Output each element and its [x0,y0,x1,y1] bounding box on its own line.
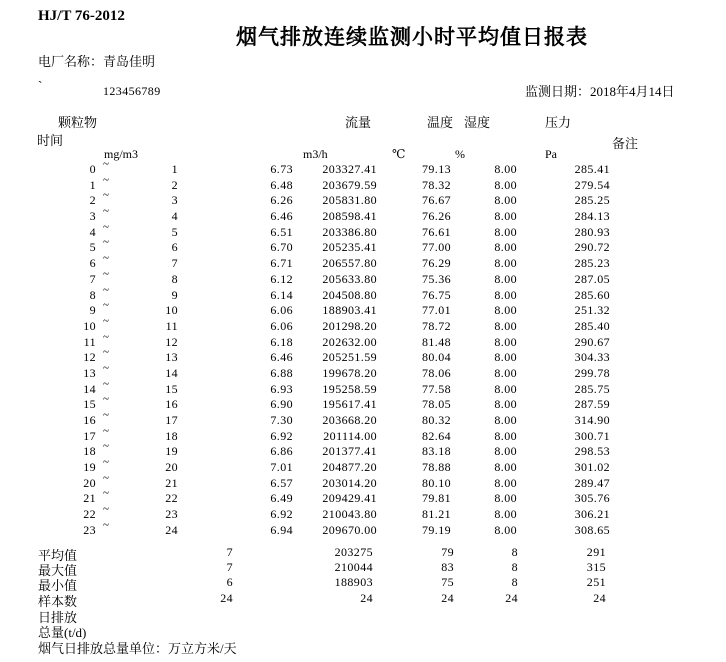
column-header-humidity: 湿度 [464,115,491,130]
hour-start: 14 [83,381,96,396]
pressure-value: 305.76 [574,491,610,506]
footer-total-unit: 总量(t/d) [38,625,87,640]
hour-start: 10 [83,318,96,333]
tilde-mark: ~ [103,503,110,516]
unit-flow: m3/h [303,147,328,161]
tilde-mark: ~ [103,158,110,170]
humidity-value: 8.00 [494,460,517,475]
hour-start: 0 [89,162,96,176]
hour-end: 24 [165,522,178,537]
tilde-mark: ~ [103,205,110,218]
tilde-mark: ~ [103,299,110,312]
stat-flow-value: 210044 [334,560,373,575]
tilde-mark: ~ [103,220,110,233]
hour-end: 8 [171,271,178,286]
temperature-value: 78.88 [422,460,451,475]
hour-end: 19 [165,444,178,459]
report-title: 烟气排放连续监测小时平均值日报表 [236,25,588,49]
hour-start: 13 [83,365,96,380]
temperature-value: 78.72 [422,318,451,333]
temperature-value: 80.04 [422,350,451,365]
humidity-value: 8.00 [494,334,517,349]
hour-end: 18 [165,428,178,443]
humidity-value: 8.00 [494,318,517,333]
stat-label: 样本数 [38,593,78,609]
humidity-value: 8.00 [494,303,517,318]
flow-value: 195617.41 [322,397,377,412]
pressure-value: 285.41 [574,162,610,176]
pm-value: 6.71 [270,256,293,271]
humidity-value: 8.00 [494,209,517,224]
humidity-value: 8.00 [494,522,517,537]
temperature-value: 78.05 [422,397,451,412]
stat-flow-value: 188903 [334,575,373,590]
pm-value: 6.48 [270,177,293,192]
data-rows [0,158,726,539]
hour-start: 21 [83,491,96,506]
flow-value: 203668.20 [322,413,377,427]
temperature-value: 76.61 [422,224,451,239]
stat-row [0,545,726,563]
pm-value: 6.93 [270,381,293,396]
hour-end: 5 [171,224,178,239]
tilde-mark: ~ [103,314,110,327]
humidity-value: 8.00 [494,475,517,490]
tilde-mark: ~ [103,330,110,343]
hour-start: 19 [83,460,96,475]
temperature-value: 79.19 [422,522,451,537]
stat-pm-value: 24 [220,590,233,605]
flow-value: 204877.20 [322,460,377,475]
tilde-mark: ~ [103,267,110,280]
pm-value: 6.90 [270,397,293,412]
tilde-mark: ~ [103,409,110,421]
pressure-value: 285.25 [574,193,610,208]
flow-value: 201377.41 [322,444,377,459]
stat-row [0,590,726,609]
footer-daily-emission: 日排放 [38,610,78,625]
hour-start: 5 [89,240,96,255]
table-row [0,518,726,539]
unit-pm: mg/m3 [104,147,139,161]
hour-end: 14 [165,365,178,380]
humidity-value: 8.00 [494,271,517,286]
temperature-value: 79.81 [422,491,451,506]
temperature-value: 81.48 [422,334,451,349]
humidity-value: 8.00 [494,287,517,302]
stat-pm-value: 7 [226,545,233,559]
humidity-value: 8.00 [494,224,517,239]
tilde-mark: ~ [103,361,110,374]
hour-end: 3 [171,193,178,208]
pm-value: 6.46 [270,350,293,365]
hour-end: 9 [171,287,178,302]
flow-value: 199678.20 [322,365,377,380]
hour-start: 15 [83,397,96,412]
humidity-value: 8.00 [494,397,517,412]
humidity-value: 8.00 [494,240,517,255]
pm-value: 6.51 [270,224,293,239]
unit-pressure: Pa [545,147,557,161]
humidity-value: 8.00 [494,365,517,380]
hour-end: 13 [165,350,178,365]
flow-value: 205251.59 [322,350,377,365]
humidity-value: 8.00 [494,428,517,443]
pressure-value: 251.32 [574,303,610,318]
hour-start: 20 [83,475,96,490]
unit-temperature: ℃ [392,147,406,161]
stat-pm-value: 7 [226,560,233,575]
flow-value: 205633.80 [322,271,377,286]
temperature-value: 75.36 [422,271,451,286]
tilde-mark: ~ [103,377,110,390]
stat-temperature-value: 83 [441,560,454,575]
stat-humidity-value: 8 [511,560,518,575]
stat-flow-value: 203275 [334,545,373,559]
stat-pressure-value: 315 [586,560,606,575]
stat-temperature-value: 79 [441,545,454,559]
tilde-mark: ~ [103,252,110,265]
pressure-value: 287.05 [574,271,610,286]
column-header-time: 时间 [37,133,64,148]
temperature-value: 77.01 [422,303,451,318]
stat-row [0,560,726,579]
pm-value: 6.86 [270,444,293,459]
humidity-value: 8.00 [494,350,517,365]
hour-start: 6 [89,256,96,271]
flow-value: 204508.80 [322,287,377,302]
humidity-value: 8.00 [494,193,517,208]
flow-value: 209670.00 [322,522,377,537]
tilde-mark: ~ [103,456,110,469]
pressure-value: 298.53 [574,444,610,459]
temperature-value: 76.26 [422,209,451,224]
column-header-flow: 流量 [345,115,372,130]
stat-temperature-value: 75 [441,575,454,590]
hour-end: 15 [165,381,178,396]
pm-value: 6.49 [270,491,293,506]
hour-start: 9 [89,303,96,318]
pm-value: 6.57 [270,475,293,490]
monitor-date: 监测日期：2018年4月14日 [525,84,675,99]
stat-label: 最大值 [38,563,78,579]
pm-value: 6.12 [270,271,293,286]
hour-end: 12 [165,334,178,349]
humidity-value: 8.00 [494,413,517,427]
temperature-value: 76.29 [422,256,451,271]
humidity-value: 8.00 [494,381,517,396]
humidity-value: 8.00 [494,162,517,176]
temperature-value: 77.58 [422,381,451,396]
stat-humidity-value: 8 [511,545,518,559]
flow-value: 203679.59 [322,177,377,192]
flow-value: 202632.00 [322,334,377,349]
pm-value: 6.73 [270,162,293,176]
temperature-value: 82.64 [422,428,451,443]
tilde-mark: ~ [103,393,110,406]
stat-temperature-value: 24 [441,590,454,605]
flow-value: 201298.20 [322,318,377,333]
pressure-value: 300.71 [574,428,610,443]
hour-start: 23 [83,522,96,537]
humidity-value: 8.00 [494,256,517,271]
stat-pm-value: 6 [226,575,233,590]
footer-flow-total-unit-note: 烟气日排放总量单位：万立方米/天 [38,641,237,656]
tilde-mark: ~ [103,471,110,484]
flow-value: 195258.59 [322,381,377,396]
hour-start: 22 [83,507,96,522]
hour-start: 11 [83,334,96,349]
pm-value: 6.26 [270,193,293,208]
pressure-value: 301.02 [574,460,610,475]
tilde-mark: ~ [103,487,110,500]
pm-value: 7.30 [270,413,293,427]
tilde-mark: ~ [103,424,110,437]
hour-end: 1 [171,162,178,176]
temperature-value: 78.06 [422,365,451,380]
pm-value: 6.92 [270,507,293,522]
pm-value: 7.01 [270,460,293,475]
tick-mark: ` [38,78,43,93]
tilde-mark: ~ [103,440,110,453]
hour-end: 21 [165,475,178,490]
stat-label: 平均值 [38,548,78,563]
temperature-value: 79.13 [422,162,451,176]
temperature-value: 76.75 [422,287,451,302]
hour-start: 7 [89,271,96,286]
hour-end: 7 [171,256,178,271]
stat-flow-value: 24 [360,590,373,605]
pressure-value: 306.21 [574,507,610,522]
stat-pressure-value: 291 [586,545,606,559]
pressure-value: 284.13 [574,209,610,224]
hour-start: 17 [83,428,96,443]
tilde-mark: ~ [103,236,110,249]
hour-end: 10 [165,303,178,318]
humidity-value: 8.00 [494,177,517,192]
pressure-value: 304.33 [574,350,610,365]
flow-value: 208598.41 [322,209,377,224]
pressure-value: 299.78 [574,365,610,380]
stat-row [0,575,726,594]
pm-value: 6.06 [270,318,293,333]
pressure-value: 280.93 [574,224,610,239]
flow-value: 203327.41 [322,162,377,176]
flow-value: 209429.41 [322,491,377,506]
hour-end: 20 [165,460,178,475]
hour-start: 8 [89,287,96,302]
flow-value: 205831.80 [322,193,377,208]
temperature-value: 83.18 [422,444,451,459]
tilde-mark: ~ [103,346,110,359]
hour-start: 2 [89,193,96,208]
flow-value: 205235.41 [322,240,377,255]
temperature-value: 76.67 [422,193,451,208]
column-header-pm: 颗粒物 [58,115,98,130]
humidity-value: 8.00 [494,444,517,459]
pressure-value: 287.59 [574,397,610,412]
pressure-value: 285.75 [574,381,610,396]
temperature-value: 78.32 [422,177,451,192]
pm-value: 6.18 [270,334,293,349]
pressure-value: 285.23 [574,256,610,271]
stat-humidity-value: 24 [505,590,518,605]
hour-end: 6 [171,240,178,255]
temperature-value: 81.21 [422,507,451,522]
hour-start: 4 [89,224,96,239]
stat-humidity-value: 8 [511,575,518,590]
column-header-remark: 备注 [612,136,639,151]
pressure-value: 308.65 [574,522,610,537]
pm-value: 6.06 [270,303,293,318]
hour-end: 4 [171,209,178,224]
pm-value: 6.46 [270,209,293,224]
pressure-value: 285.60 [574,287,610,302]
flow-value: 206557.80 [322,256,377,271]
hour-end: 16 [165,397,178,412]
stat-pressure-value: 251 [586,575,606,590]
hour-start: 1 [89,177,96,192]
hour-end: 22 [165,491,178,506]
hour-end: 11 [165,318,178,333]
tilde-mark: ~ [103,173,110,186]
hour-start: 18 [83,444,96,459]
pm-value: 6.88 [270,365,293,380]
hour-start: 12 [83,350,96,365]
hour-end: 2 [171,177,178,192]
flow-value: 210043.80 [322,507,377,522]
flow-value: 188903.41 [322,303,377,318]
humidity-value: 8.00 [494,491,517,506]
hour-start: 16 [83,413,96,427]
stat-pressure-value: 24 [593,590,606,605]
pm-value: 6.70 [270,240,293,255]
column-header-pressure: 压力 [545,115,572,130]
flow-value: 203014.20 [322,475,377,490]
temperature-value: 80.10 [422,475,451,490]
pm-value: 6.92 [270,428,293,443]
column-header-temperature: 温度 [427,115,454,130]
tilde-mark: ~ [103,283,110,296]
pressure-value: 290.67 [574,334,610,349]
temperature-value: 80.32 [422,413,451,427]
humidity-value: 8.00 [494,507,517,522]
pressure-value: 314.90 [574,413,610,427]
stat-rows [0,545,726,609]
plant-code: 123456789 [103,84,161,98]
pressure-value: 289.47 [574,475,610,490]
flow-value: 203386.80 [322,224,377,239]
pm-value: 6.94 [270,522,293,537]
hour-end: 17 [165,413,178,427]
temperature-value: 77.00 [422,240,451,255]
pressure-value: 285.40 [574,318,610,333]
hour-end: 23 [165,507,178,522]
pm-value: 6.14 [270,287,293,302]
flow-value: 201114.00 [323,428,377,443]
plant-name: 电厂名称：青岛佳明 [38,54,156,69]
tilde-mark: ~ [103,189,110,202]
pressure-value: 279.54 [574,177,610,192]
hour-start: 3 [89,209,96,224]
unit-humidity: % [455,147,465,161]
pressure-value: 290.72 [574,240,610,255]
stat-label: 最小值 [38,578,78,594]
standard-number: HJ/T 76-2012 [38,8,125,24]
tilde-mark: ~ [103,518,110,531]
